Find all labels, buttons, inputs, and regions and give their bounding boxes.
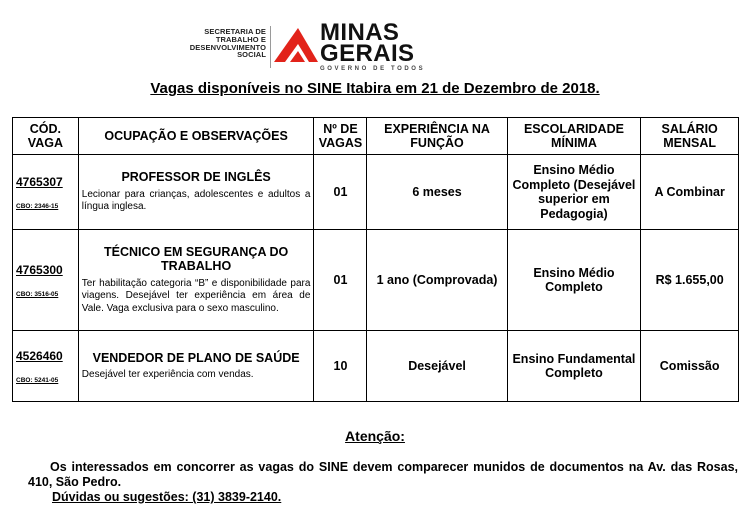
document-title: Vagas disponíveis no SINE Itabira em 21 de Dezembro de 2018. — [150, 80, 600, 97]
table-header-row — [13, 118, 739, 155]
header-salary: SALÁRIO MENSAL — [641, 118, 739, 155]
experience-value: Desejável — [367, 331, 507, 402]
attention-heading: Atenção: — [345, 428, 405, 444]
salary-value: Comissão — [641, 331, 739, 402]
cbo-code: CBO: 2346-15 — [16, 202, 59, 210]
experience-value: 1 ano (Comprovada) — [367, 230, 507, 331]
minas-gerais-triangle-logo — [272, 22, 320, 66]
vacancies-count: 10 — [314, 331, 367, 402]
header-divider — [270, 26, 271, 68]
table-row — [13, 155, 739, 230]
cbo-code: CBO: 3516-05 — [16, 290, 59, 298]
job-code-cell — [13, 230, 79, 331]
job-code: 4765300 — [16, 262, 63, 277]
experience-value: 6 meses — [367, 155, 507, 230]
occupation-cell — [78, 230, 314, 331]
cbo-code: CBO: 5241-05 — [16, 376, 59, 384]
education-value: Ensino Médio Completo (Desejável superior em Pedagogia) — [507, 155, 641, 230]
table-row — [13, 230, 739, 331]
occupation-observations: Desejável ter experiência com vendas. — [81, 369, 254, 380]
occupation-cell — [78, 155, 314, 230]
header-occupation: OCUPAÇÃO E OBSERVAÇÕES — [78, 118, 314, 155]
salary-value: A Combinar — [641, 155, 739, 230]
education-value: Ensino Fundamental Completo — [507, 331, 641, 402]
occupation-title: TÉCNICO EM SEGURANÇA DO TRABALHO — [103, 244, 289, 274]
contact-line: Dúvidas ou sugestões: (31) 3839-2140. — [52, 490, 282, 504]
secretaria-label: SECRETARIA DE TRABALHO E DESENVOLVIMENTO SOCIAL — [189, 27, 266, 60]
header-num: Nº DE VAGAS — [314, 118, 367, 155]
header-experience: EXPERIÊNCIA NA FUNÇÃO — [367, 118, 507, 155]
table-row — [13, 331, 739, 402]
job-code: 4526460 — [16, 348, 63, 363]
occupation-observations: Lecionar para crianças, adolescentes e adultos a língua inglesa. — [81, 188, 311, 213]
job-code-cell — [13, 331, 79, 402]
notice-text: Os interessados em concorrer as vagas do SINE devem comparecer munidos de documentos na Av. das Rosas, 410, São Pedro. — [28, 460, 738, 489]
header-education: ESCOLARIDADE MÍNIMA — [507, 118, 641, 155]
salary-value: R$ 1.655,00 — [641, 230, 739, 331]
job-code-cell — [13, 155, 79, 230]
jobs-table — [12, 117, 739, 402]
brand-subtitle: GOVERNO DE TODOS — [320, 66, 426, 72]
occupation-title: PROFESSOR DE INGLÊS — [121, 170, 271, 185]
vacancies-count: 01 — [314, 155, 367, 230]
header-cod: CÓD. VAGA — [13, 118, 79, 155]
brand-title: MINAS GERAIS — [320, 19, 415, 67]
education-value: Ensino Médio Completo — [507, 230, 641, 331]
occupation-cell — [78, 331, 314, 402]
occupation-observations: Ter habilitação categoria “B” e disponibilidade para viagens. Desejável ter experiência em área de Vale. Vaga exclusiva para o sexo masculino. — [81, 277, 311, 314]
page-header — [0, 12, 750, 72]
occupation-title: VENDEDOR DE PLANO DE SAÚDE — [92, 350, 300, 365]
job-code: 4765307 — [16, 174, 63, 189]
vacancies-count: 01 — [314, 230, 367, 331]
